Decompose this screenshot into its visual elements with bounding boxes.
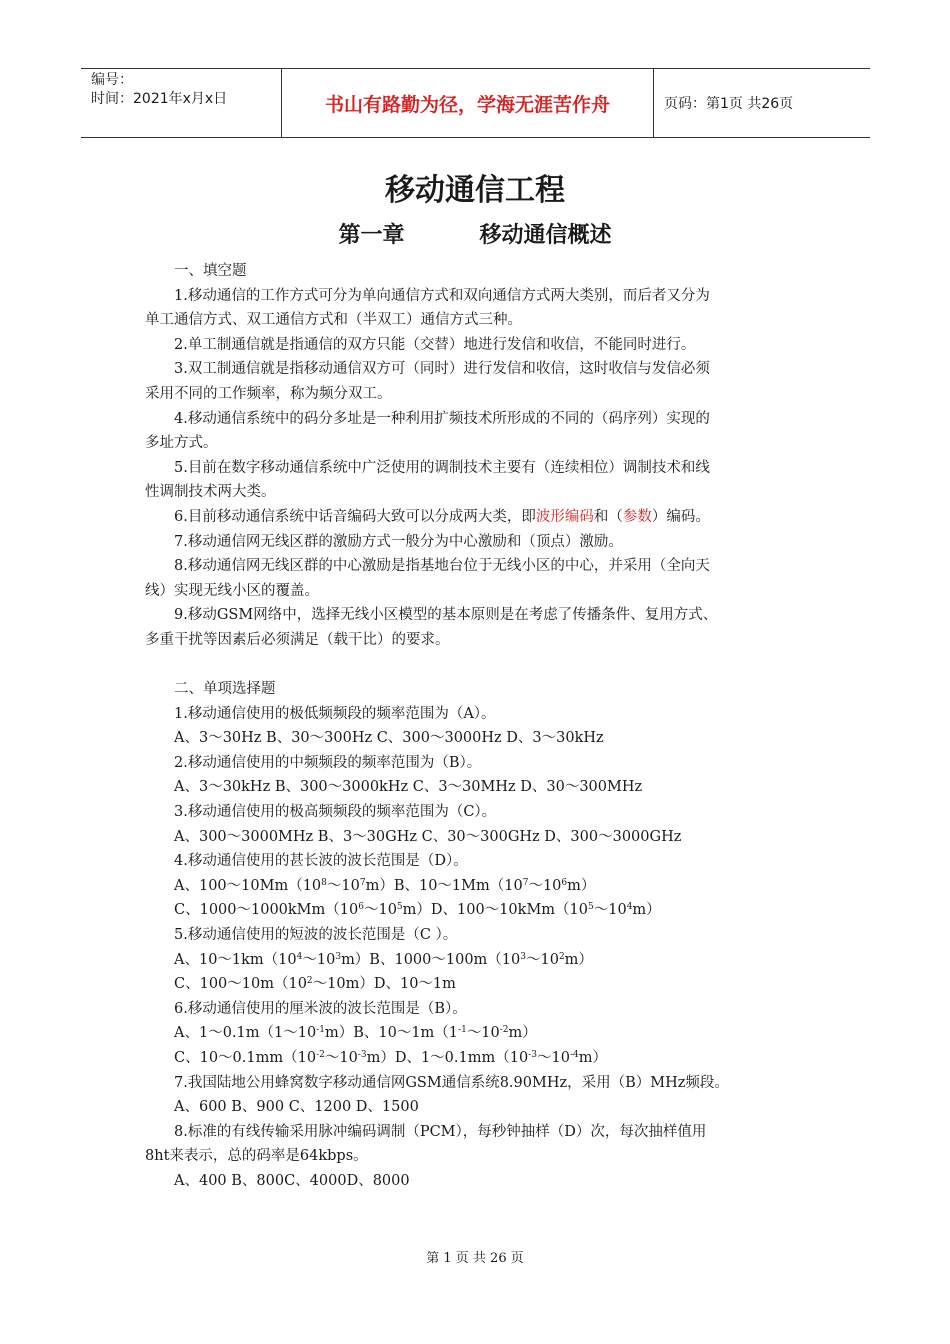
question: 7.我国陆地公用蜂窝数字移动通信网GSM通信系统8.90MHz，采用（B）MHz频段。 [174, 1074, 729, 1091]
paragraph: 性调制技术两大类。 [145, 484, 276, 501]
section-heading-fill-blank: 一、填空题 [174, 263, 247, 279]
options: C、$10\sim 0.1mm(10^{-2}\sim 10^{-3}m)D$、$1\sim 0.1mm(10^{-3}\sim 10^{-4}m)$ [174, 1050, 607, 1066]
document-body [145, 259, 810, 1194]
options: C、$100\sim 10m(10^2\sim 10m)D$、10～1m [174, 976, 456, 993]
text-run: ）编码。 [651, 508, 710, 525]
highlighted-text: 波形编码 [535, 508, 594, 525]
text-run: 6.目前移动通信系统中话音编码大致可以分成两大类，即 [174, 508, 536, 525]
paragraph: 线）实现无线小区的覆盖。 [145, 582, 319, 599]
question: 4.移动通信使用的甚长波的波长范围是（D）。 [174, 853, 468, 870]
paragraph: 9.移动GSM网络中，选择无线小区模型的基本原则是在考虑了传播条件、复用方式、 [174, 607, 718, 624]
question: 1.移动通信使用的极低频频段的频率范围为（A）。 [174, 705, 496, 722]
paragraph: 多重干扰等因素后必须满足（载干比）的要求。 [145, 631, 450, 648]
time-label: 时间：2021年x月x日 [91, 91, 228, 107]
options: A、600 B、900 C、1200 D、1500 [174, 1099, 419, 1116]
header-table [81, 68, 870, 138]
chapter-title [0, 218, 950, 249]
question: 3.移动通信使用的极高频频段的频率范围为（C）。 [174, 804, 497, 821]
paragraph: 采用不同的工作频率，称为频分双工。 [145, 385, 392, 402]
question: 6.移动通信使用的厘米波的波长范围是（B）。 [174, 1000, 467, 1017]
options: A、3～30Hz B、30～300Hz C、300～3000Hz D、3～30kHz [174, 730, 604, 747]
question: 2.移动通信使用的中频频段的频率范围为（B）。 [174, 754, 482, 771]
text-run: 和（ [593, 508, 623, 525]
paragraph: 8.移动通信网无线区群的中心激励是指基地台位于无线小区的中心，并采用（全向天 [174, 558, 710, 575]
options: A、$10\sim 1km(10^4\sim 10^3m)B$、$1000\sim 100m(10^3\sim 10^2m)$ [174, 951, 593, 968]
document-title: 移动通信工程 [385, 173, 565, 208]
header-meta [81, 69, 282, 137]
paragraph: 1.移动通信的工作方式可分为单向通信方式和双向通信方式两大类别，而后者又分为 [174, 287, 710, 304]
chapter-number: 第一章 [338, 223, 405, 248]
section-heading-single-choice: 二、单项选择题 [174, 681, 276, 698]
paragraph: 4.移动通信系统中的码分多址是一种利用扩频技术所形成的不同的（码序列）实现的 [174, 410, 710, 427]
header-motto: 书山有路勤为径，学海无涯苦作舟 [282, 69, 654, 137]
options: C、$1000\sim 1000kMm(10^6\sim 10^5m)D$、$100\sim 10kMm(10^5\sim 10^4m)$ [174, 902, 661, 919]
question: 8ht来表示，总的码率是64kbps。 [145, 1148, 368, 1165]
options: A、3～30kHz B、300～3000kHz C、3～30MHz D、30～300MHz [174, 779, 643, 796]
options: A、$1\sim 0.1m(1\sim 10^{-1}m)B$、$10\sim 1m(1^{-1}\sim 10^{-2}m)$ [174, 1025, 537, 1042]
options: A、400 B、800C、4000D、8000 [174, 1172, 410, 1189]
header-page-info: 页码：第1页 共26页 [664, 96, 794, 112]
spacer [145, 653, 810, 678]
number-label: 编号： [91, 72, 133, 88]
highlighted-text: 参数 [622, 508, 652, 525]
paragraph: 单工通信方式、双工通信方式和（半双工）通信方式三种。 [145, 312, 522, 329]
paragraph: 7.移动通信网无线区群的激励方式一般分为中心激励和（顶点）激励。 [174, 533, 623, 550]
paragraph: 2.单工制通信就是指通信的双方只能（交替）地进行发信和收信，不能同时进行。 [174, 336, 696, 353]
paragraph: 多址方式。 [145, 435, 218, 452]
page-footer: 第 1 页 共 26 页 [426, 1251, 524, 1266]
paragraph [145, 505, 810, 530]
question: 8.标准的有线传输采用脉冲编码调制（PCM），每秒钟抽样（D）次，每次抽样值用 [174, 1123, 707, 1140]
options: A、300～3000MHz B、3～30GHz C、30～300GHz D、300～3000GHz [174, 828, 682, 845]
paragraph: 3.双工制通信就是指移动通信双方可（同时）进行发信和收信，这时收信与发信必须 [174, 361, 710, 378]
paragraph: 5.目前在数字移动通信系统中广泛使用的调制技术主要有（连续相位）调制技术和线 [174, 459, 710, 476]
chapter-name: 移动通信概述 [479, 223, 612, 248]
options: A、$100\sim 10Mm(10^8\sim 10^7m)B$、$10\sim 1Mm(10^7\sim 10^6m)$ [174, 877, 596, 894]
question: 5.移动通信使用的短波的波长范围是（C ）。 [174, 927, 458, 944]
